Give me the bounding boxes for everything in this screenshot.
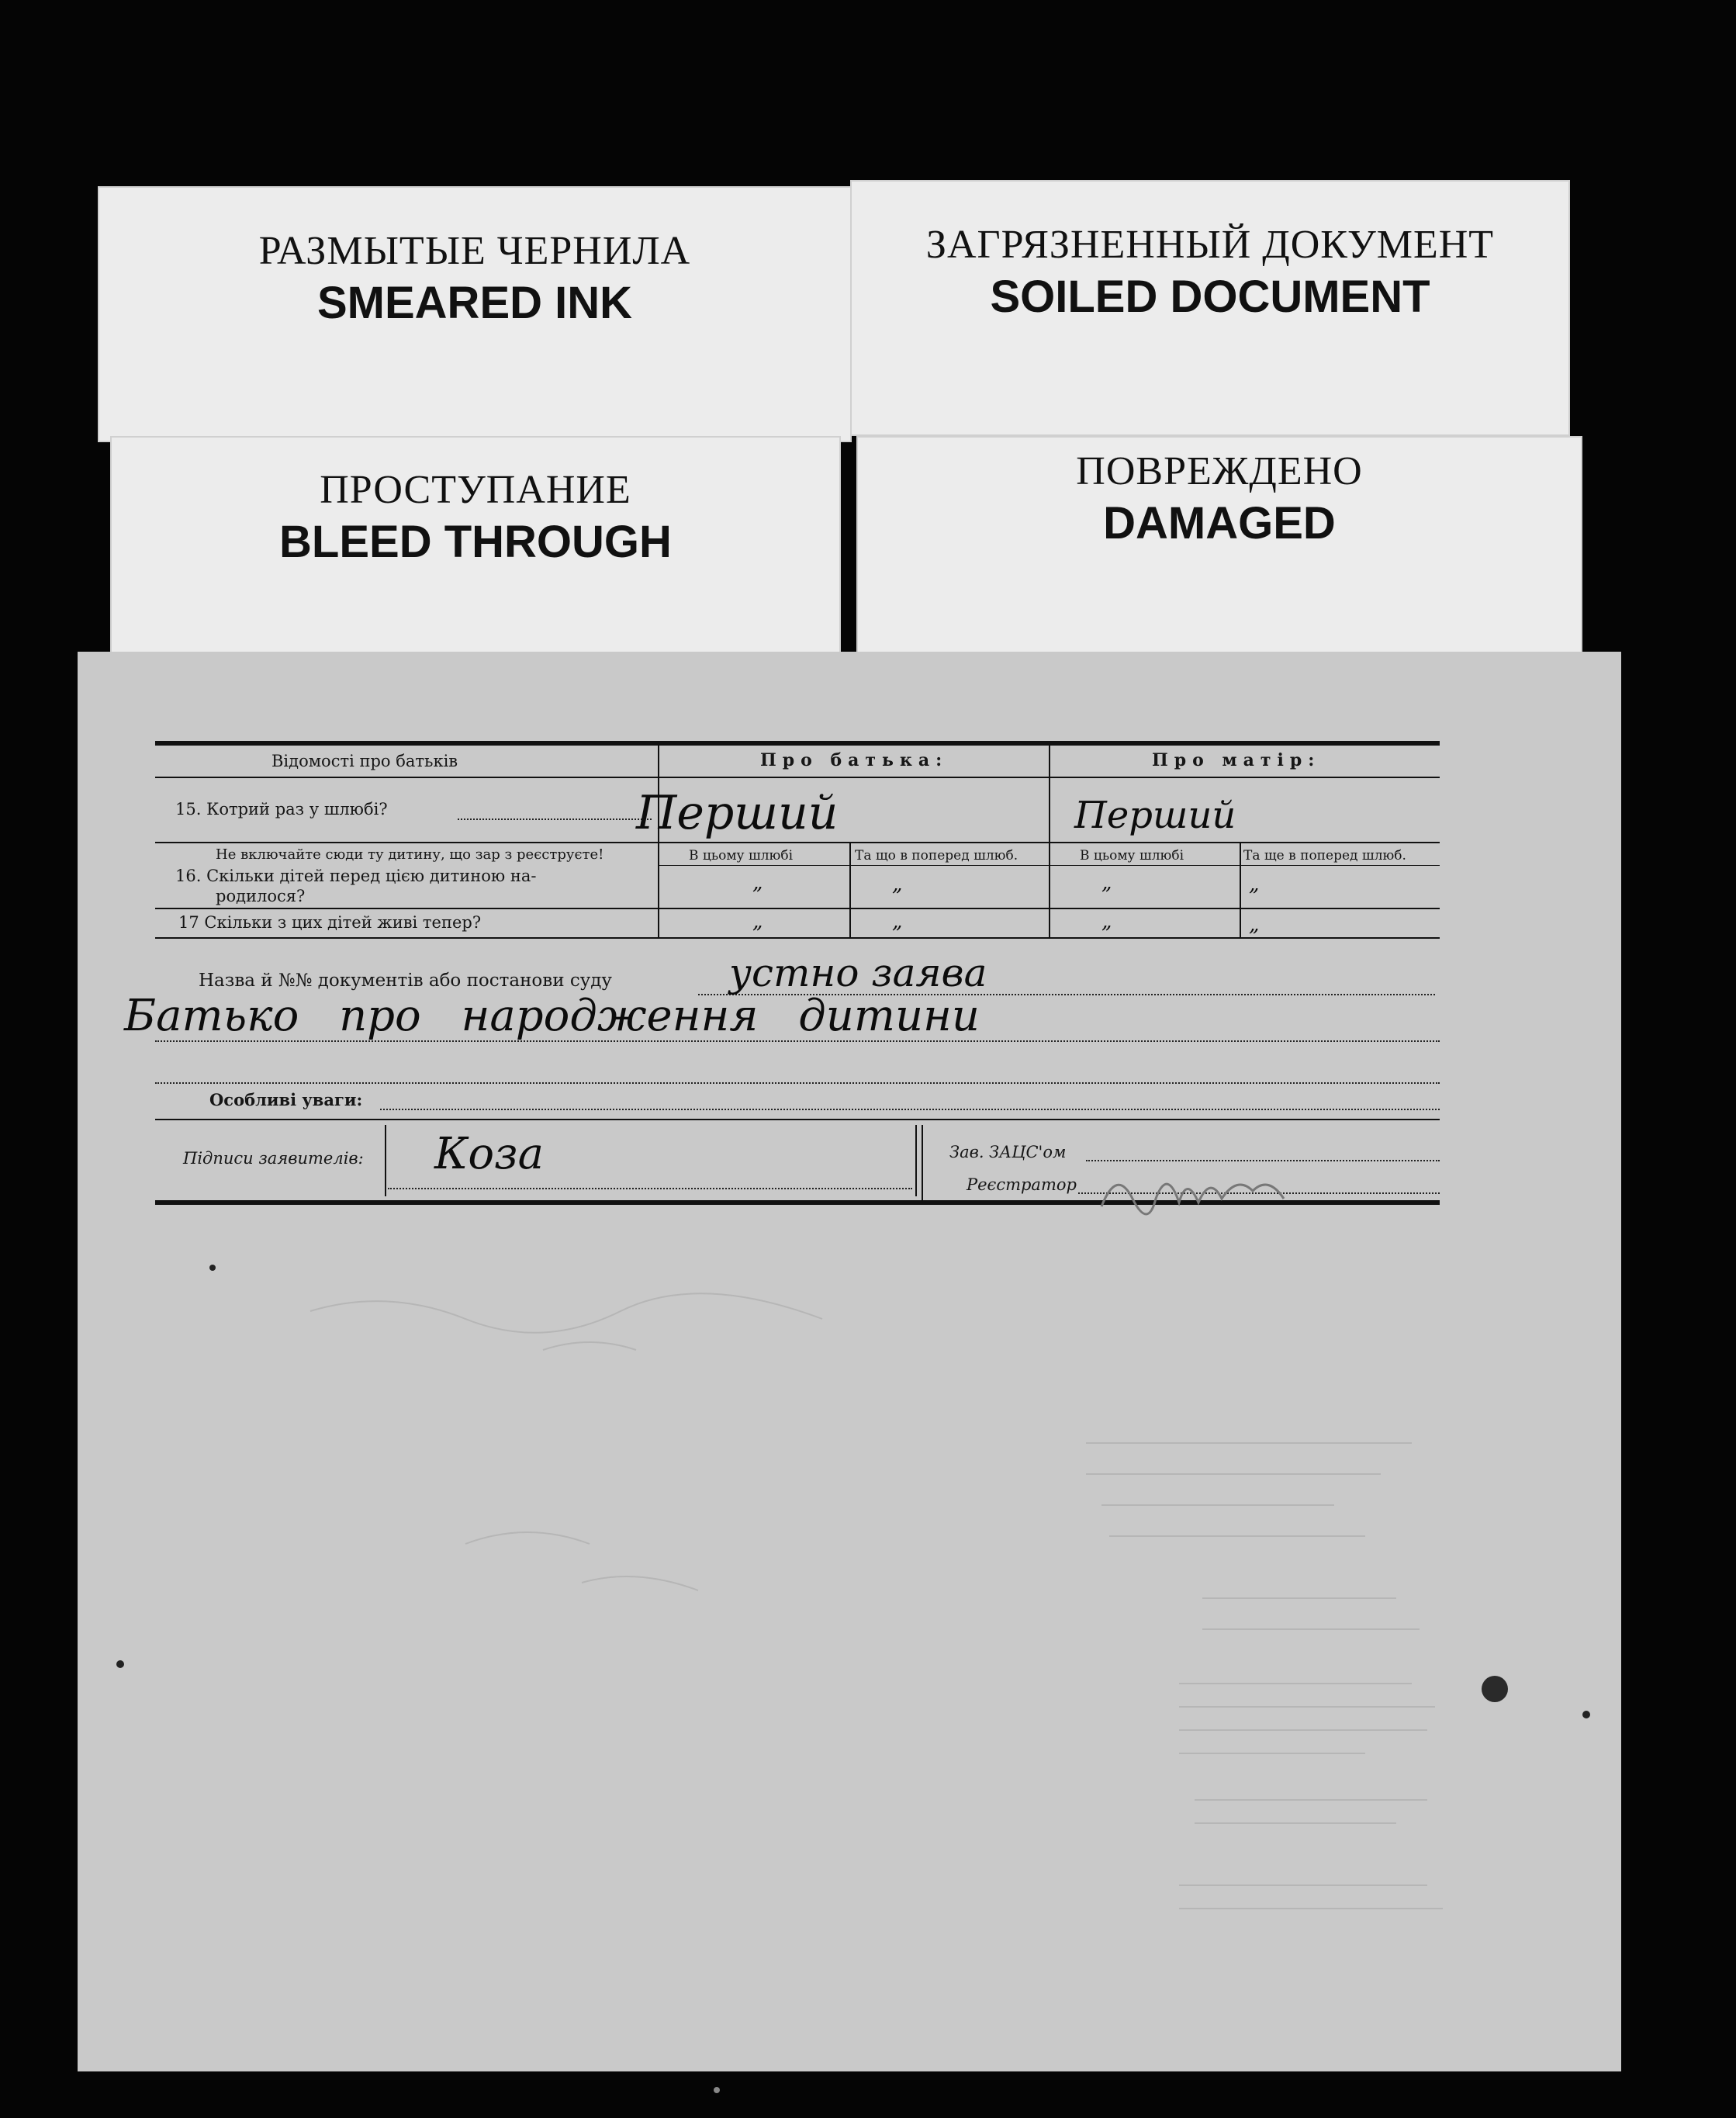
sign-rule-left <box>385 1125 386 1196</box>
col-previous-father: Та що в поперед шлюб. <box>855 848 1018 863</box>
ditto-17-1: „ <box>752 910 763 933</box>
ditto-17-3: „ <box>1101 910 1112 933</box>
q17-label: 17 Скільки з цих дітей живі тепер? <box>178 913 482 932</box>
ditto-17-4: „ <box>1249 913 1260 936</box>
sign-rule-right <box>922 1125 923 1203</box>
documents-dots-3 <box>155 1082 1440 1084</box>
speck-2 <box>1582 1711 1590 1718</box>
note-children: Не включайте сюди ту дитину, що зар з реєструєте! <box>216 846 604 863</box>
damaged-card <box>856 436 1582 661</box>
header-parents: Відомості про батьків <box>271 752 458 770</box>
special-notes-label: Особливі уваги: <box>209 1090 363 1109</box>
registrar-label: Реєстратор <box>967 1175 1077 1194</box>
header-mother: Про матір: <box>1152 750 1321 770</box>
top-rule <box>155 741 1440 746</box>
signature-dots <box>388 1188 912 1189</box>
smeared-ink-label-en: SMEARED INK <box>316 278 633 328</box>
col-rule-1 <box>658 746 659 937</box>
head-label: Зав. ЗАЦС'ом <box>949 1143 1067 1161</box>
documents-label: Назва й №№ документів або постанови суду <box>199 971 612 991</box>
bleed-through-label-ru: ПРОСТУПАНИЕ <box>320 468 631 512</box>
speck-3 <box>209 1265 216 1271</box>
ditto-16-2: „ <box>892 873 903 896</box>
sign-rule-mid <box>915 1125 917 1196</box>
header-rule <box>155 777 1440 778</box>
q15-label: 15. Котрий раз у шлюбі? <box>175 800 388 818</box>
header-father: Про батька: <box>760 750 949 770</box>
speck-1 <box>116 1660 124 1668</box>
smeared-ink-card <box>98 186 852 442</box>
signatures-label: Підписи заявителів: <box>183 1149 364 1168</box>
smeared-ink-label-ru: РАЗМЫТЫЕ ЧЕРНИЛА <box>258 229 691 273</box>
applicant-signature: Коза <box>434 1129 544 1179</box>
subheader-rule <box>659 865 1440 866</box>
speck-4 <box>714 2087 720 2093</box>
bleed-through-label-en: BLEED THROUGH <box>279 517 672 567</box>
q15-dots <box>458 818 652 820</box>
ditto-16-1: „ <box>752 871 763 895</box>
father-marriage-handwritten: Перший <box>636 786 839 840</box>
q16-label-1: 16. Скільки дітей перед цією дитиною на- <box>175 867 537 885</box>
ditto-16-3: „ <box>1101 871 1112 895</box>
ditto-17-2: „ <box>892 910 903 933</box>
documents-handwritten-2: Батько про народження дитини <box>124 991 980 1041</box>
form-table <box>124 741 1440 1206</box>
col-rule-4 <box>1240 842 1241 937</box>
bleed-through-card <box>110 436 841 661</box>
damaged-label-ru: ПОВРЕЖДЕНО <box>1076 449 1363 493</box>
col-this-marriage-mother: В цьому шлюбі <box>1080 848 1184 863</box>
soiled-document-card <box>850 180 1570 436</box>
mother-marriage-handwritten: Перший <box>1074 794 1236 837</box>
row17-rule <box>155 937 1440 939</box>
row16-rule <box>155 908 1440 909</box>
special-notes-dots <box>380 1109 1440 1110</box>
q16-label-2: родилося? <box>216 887 306 905</box>
documents-handwritten-1: устно заява <box>729 950 987 995</box>
col-previous-mother: Та ще в поперед шлюб. <box>1243 848 1406 863</box>
col-this-marriage-father: В цьому шлюбі <box>689 848 794 863</box>
notes-top-rule <box>155 1119 1440 1120</box>
damaged-label-en: DAMAGED <box>1103 498 1336 549</box>
punch-hole <box>1482 1676 1508 1702</box>
col-rule-2 <box>1049 746 1050 937</box>
ditto-16-4: „ <box>1249 873 1260 896</box>
row15-rule <box>155 842 1440 843</box>
registrar-signature <box>1094 1160 1295 1222</box>
col-rule-3 <box>849 842 851 937</box>
soiled-document-label-en: SOILED DOCUMENT <box>990 272 1430 322</box>
soiled-document-label-ru: ЗАГРЯЗНЕННЫЙ ДОКУМЕНТ <box>925 223 1495 267</box>
